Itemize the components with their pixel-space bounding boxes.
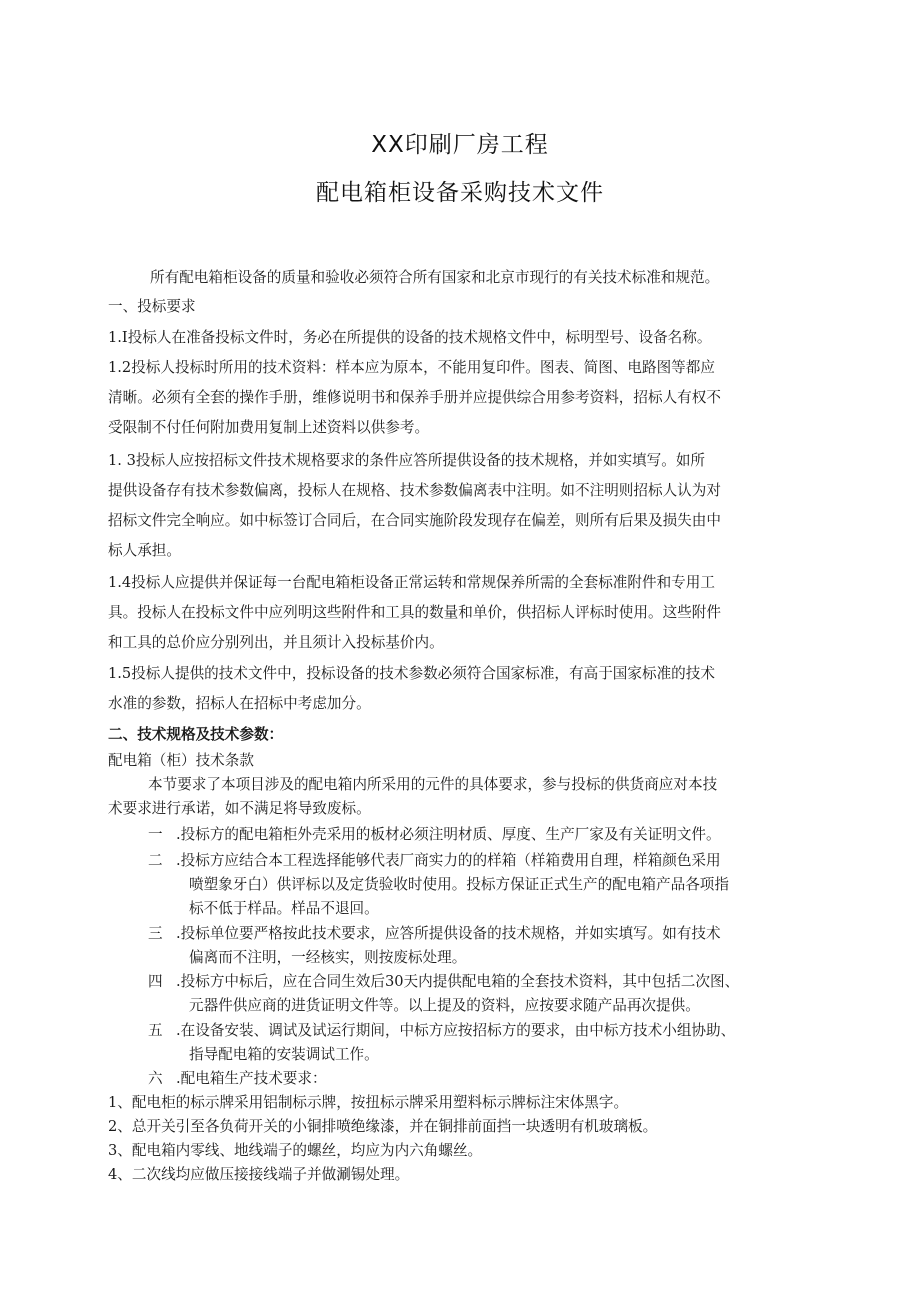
- section1-p4-line1: 1.4投标人应提供并保证每一台配电箱柜设备正常运转和常规保养所需的全套标准附件和专用工: [108, 574, 715, 591]
- requirement-item: 4、二次线均应做压接接线端子并做涮锡处理。: [108, 1166, 410, 1183]
- list-item-text: .投标方的配电箱柜外壳采用的板材必须注明材质、厚度、生产厂家及有关证明文件。: [176, 826, 721, 843]
- list-item-text: .配电箱生产技术要求：: [176, 1070, 327, 1087]
- list-item-number: 六: [148, 1070, 163, 1087]
- section1-p5-line2: 水准的参数，招标人在招标中考虑加分。: [108, 695, 371, 712]
- section1-p1: 1.I投标人在准备投标文件时，务必在所提供的设备的技术规格文件中，标明型号、设备名称。: [108, 329, 712, 346]
- list-item-text: 偏离而不注明，一经核实，则按废标处理。: [189, 949, 467, 966]
- list-item-text: .在设备安装、调试及试运行期间，中标方应按招标方的要求，由中标方技术小组协助、: [176, 1022, 736, 1039]
- section1-p3-line1: 1. 3投标人应按招标文件技术规格要求的条件应答所提供设备的技术规格，并如实填写。如所: [108, 452, 706, 469]
- intro-paragraph: 所有配电箱柜设备的质量和验收必须符合所有国家和北京市现行的有关技术标准和规范。: [150, 269, 720, 286]
- list-item-text: .投标单位要严格按此技术要求，应答所提供设备的技术规格，并如实填写。如有技术: [176, 925, 721, 942]
- section2-subheading: 配电箱（柜）技术条款: [108, 752, 254, 769]
- section1-p5-line1: 1.5投标人提供的技术文件中，投标设备的技术参数必须符合国家标准，有高于国家标准的技术: [108, 665, 715, 682]
- section2-intro-line2: 术要求进行承诺，如不满足将导致废标。: [108, 800, 371, 817]
- section1-p3-line3: 招标文件完全响应。如中标签订合同后，在合同实施阶段发现存在偏差，则所有后果及损失由中: [108, 512, 721, 529]
- section1-p4-line2: 具。投标人在投标文件中应列明这些附件和工具的数量和单价，供招标人评标时使用。这些附件: [108, 604, 721, 621]
- list-item-number: 五: [148, 1022, 163, 1039]
- section2-intro-line1: 本节要求了本项目涉及的配电箱内所采用的元件的具体要求，参与投标的供货商应对本技: [148, 776, 718, 793]
- list-item-number: 二: [148, 852, 163, 869]
- requirement-item: 2、总开关引至各负荷开关的小铜排喷绝缘漆，并在铜排前面挡一块透明有机玻璃板。: [108, 1118, 658, 1135]
- section1-p2-line2: 清晰。必须有全套的操作手册，维修说明书和保养手册并应提供综合用参考资料，招标人有权不: [108, 389, 721, 406]
- section1-p3-line4: 标人承担。: [108, 542, 181, 559]
- list-item-text: 元器件供应商的进货证明文件等。以上提及的资料，应按要求随产品再次提供。: [189, 997, 700, 1014]
- doc-title-line2: 配电箱柜设备采购技术文件: [316, 180, 604, 206]
- list-item-text: 喷塑象牙白）供评标以及定货验收时使用。投标方保证正式生产的配电箱产品各项指: [189, 876, 729, 893]
- list-item-number: 一: [148, 826, 163, 843]
- list-item-number: 三: [148, 925, 163, 942]
- section1-p2-line3: 受限制不付任何附加费用复制上述资料以供参考。: [108, 419, 430, 436]
- requirement-item: 3、配电箱内零线、地线端子的螺丝，均应为内六角螺丝。: [108, 1142, 483, 1159]
- requirement-item: 1、配电柜的标示牌采用铝制标示牌，按扭标示牌采用塑料标示牌标注宋体黑字。: [108, 1094, 629, 1111]
- list-item-number: 四: [148, 973, 163, 990]
- list-item-text: .投标方应结合本工程选择能够代表厂商实力的的样箱（样箱费用自理，样箱颜色采用: [176, 852, 721, 869]
- section1-p4-line3: 和工具的总价应分别列出，并且须计入投标基价内。: [108, 634, 444, 651]
- section1-p2-line1: 1.2投标人投标时所用的技术资料：样本应为原本，不能用复印件。图表、简图、电路图等都应: [108, 359, 715, 376]
- list-item-text: .投标方中标后，应在合同生效后30天内提供配电箱的全套技术资料，其中包括二次图、: [176, 973, 740, 990]
- section1-heading: 一、投标要求: [108, 298, 196, 315]
- list-item-text: 指导配电箱的安装调试工作。: [189, 1046, 379, 1063]
- section2-heading: 二、技术规格及技术参数：: [108, 726, 284, 743]
- doc-title-line1: XX印刷厂房工程: [371, 132, 549, 158]
- list-item-text: 标不低于样品。样品不退回。: [189, 900, 379, 917]
- section1-p3-line2: 提供设备存有技术参数偏离，投标人在规格、技术参数偏离表中注明。如不注明则招标人认为对: [108, 482, 721, 499]
